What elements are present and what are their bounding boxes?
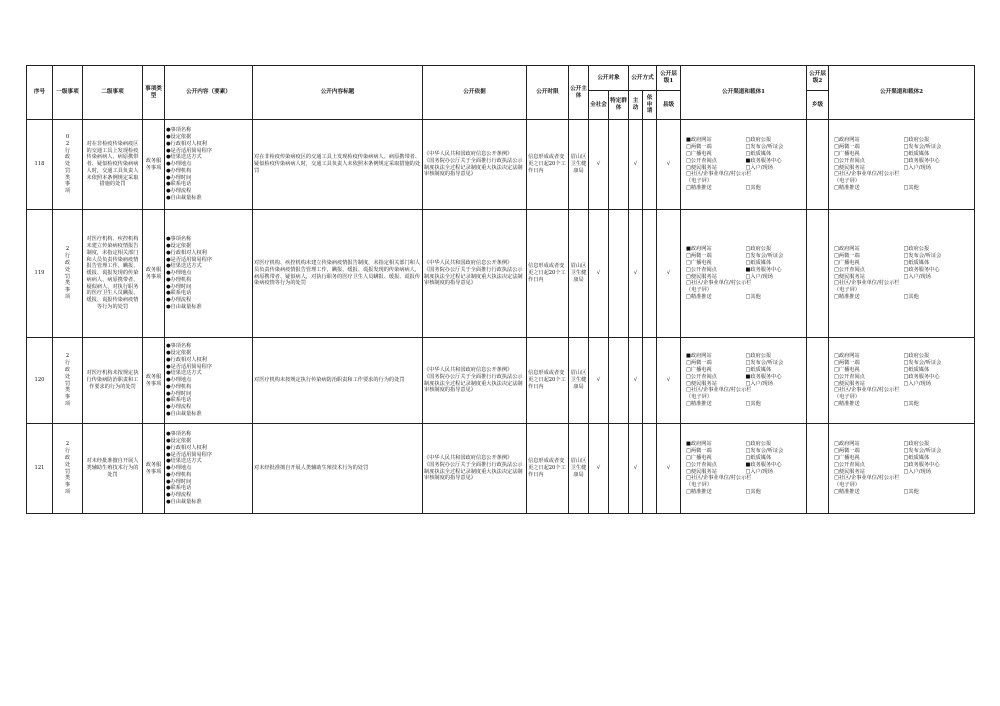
channel-item: □入户/现场 [745, 164, 773, 171]
channel-item: □入户/现场 [745, 380, 773, 387]
header-target: 公开对象 [589, 66, 629, 91]
cell-channel1 [681, 210, 807, 338]
cell-content [165, 338, 253, 424]
cell-target-all: √ [589, 338, 609, 424]
content-item: ●办理流程 [166, 297, 192, 304]
table-row [27, 424, 975, 514]
channel-item: （电子屏） [686, 287, 712, 294]
channel-item: □精准推送 [686, 400, 712, 407]
content-item: ●行政相对人权利 [166, 444, 207, 451]
channel-item: □广播电视 [834, 150, 860, 157]
cell-channel1 [681, 338, 807, 424]
content-item: ●自由裁量标准 [166, 499, 202, 506]
channel1-list [682, 441, 805, 495]
channel-item: □入户/现场 [903, 468, 931, 475]
channel-item: □其他 [745, 184, 761, 191]
cell-basis: 《中华人民共和国政府信息公开条例》 《国务院办公厅关于全面推行行政执法公示制度执法全过程记录制度重大执法决定法制审核制度的指导意见》 [423, 210, 527, 338]
channel-item: □公开查阅点 [686, 266, 717, 273]
cell-seq: 118 [27, 120, 53, 210]
channel-item: □政府公报 [903, 246, 930, 253]
channel-item: □社区/企事业单位/村公示栏 [686, 475, 752, 482]
channel2-list [830, 137, 973, 191]
cell-level1: 2 行 政 处 罚 类 事 项 [53, 210, 83, 338]
channel-item: □纸质媒体 [745, 454, 772, 461]
cell-level2: 对在非检疫传染病疫区的交通工具上发现检疫传染病病人、病原携带者、疑似检疫传染病病人时，交通工具负责人未依照本条例规定采取措施的处罚 [83, 120, 143, 210]
content-item: ●自由裁量标准 [166, 195, 202, 202]
cell-time: 信息形成或者变更之日起20个工作日内 [527, 120, 569, 210]
channel-item: □公开查阅点 [686, 373, 717, 380]
channel-item: ■政府网站 [686, 137, 712, 144]
channel-item: □两微一端 [834, 360, 860, 367]
channel-item: □社区/企事业单位/村公示栏 [834, 171, 900, 178]
cell-level-a: √ [657, 424, 681, 514]
channel-item: □精准推送 [834, 488, 860, 495]
cell-standard: 对在非检疫传染病疫区的交通工具上发现检疫传染病病人、病原携带者、疑似检疫传染病病人时，交通工具负责人未依照本条例规定采取措施的处罚 [253, 120, 423, 210]
channel-item: □便民服务站 [686, 468, 717, 475]
channel-item: □公开查阅点 [834, 373, 865, 380]
channel-item: □发布会/听证会 [903, 448, 942, 455]
header-level-b: 公开层级2 [807, 66, 829, 91]
channel-item: □广播电视 [834, 454, 860, 461]
channel-item: □纸质媒体 [745, 150, 772, 157]
channel2-list [830, 246, 973, 300]
channel-item: □其他 [745, 293, 761, 300]
cell-target-all: √ [589, 424, 609, 514]
channel-item: □公开查阅点 [686, 461, 717, 468]
cell-standard: 对医疗机构未按规定执行传染病防治职责和工作要求的行为的处罚 [253, 338, 423, 424]
channel-item: □精准推送 [686, 488, 712, 495]
content-list [166, 343, 251, 418]
channel-item: ■政务服务中心 [745, 266, 782, 273]
cell-channel1 [681, 120, 807, 210]
content-item: ●事项名称 [166, 236, 192, 243]
header-content: 公开内容（要素） [165, 66, 253, 120]
channel-item: □两微一端 [834, 253, 860, 260]
channel-item: □发布会/听证会 [745, 360, 784, 367]
content-item: ●设定依据 [166, 437, 192, 444]
content-item: ●联系电话 [166, 181, 192, 188]
cell-type: 政务服务事项 [143, 338, 165, 424]
channel2-list [830, 441, 973, 495]
cell-time: 信息形成或者变更之日起20个工作日内 [527, 338, 569, 424]
header-time: 公开时限 [527, 66, 569, 120]
header-level-a: 公开层级1 [657, 66, 681, 91]
content-item: ●是否适用简易程序 [166, 147, 213, 154]
cell-method-active: √ [629, 120, 643, 210]
header-channel2: 公开渠道和载体2 [829, 66, 975, 120]
cell-time: 信息形成或者变更之日起20个工作日内 [527, 210, 569, 338]
content-list [166, 127, 251, 202]
header-level2: 二级事项 [83, 66, 143, 120]
channel-item: □其他 [745, 400, 761, 407]
channel-item: （电子屏） [834, 178, 860, 185]
channel-item: □便民服务站 [834, 164, 865, 171]
channel-item: □政务服务中心 [903, 266, 940, 273]
channel-item: □纸质媒体 [903, 366, 930, 373]
cell-level2: 对医疗机构未按规定执行传染病防治职责和工作要求的行为的处罚 [83, 338, 143, 424]
content-item: ●是否适用简易程序 [166, 451, 213, 458]
channel-item: □发布会/听证会 [745, 253, 784, 260]
header-target-specific: 特定群体 [609, 91, 629, 120]
content-item: ●行政相对人权利 [166, 356, 207, 363]
cell-method-active: √ [629, 338, 643, 424]
header-standard: 公开内容标题 [253, 66, 423, 120]
channel-item: □精准推送 [686, 293, 712, 300]
cell-target-all: √ [589, 120, 609, 210]
channel-item: □精准推送 [834, 400, 860, 407]
cell-channel2 [829, 424, 975, 514]
channel-item: □便民服务站 [686, 164, 717, 171]
channel1-list [682, 353, 805, 407]
channel-item: □纸质媒体 [903, 454, 930, 461]
channel-item: □纸质媒体 [745, 366, 772, 373]
channel-item: ■政府网站 [686, 353, 712, 360]
channel-item: ■政务服务中心 [745, 373, 782, 380]
channel-item: □其他 [903, 293, 919, 300]
cell-subject: 眉山区卫生健康局 [569, 210, 589, 338]
content-item: ●行政相对人权利 [166, 140, 207, 147]
channel-item: ■政务服务中心 [745, 157, 782, 164]
channel-item: □两微一端 [686, 144, 712, 151]
content-item: ●办理机构 [166, 167, 192, 174]
content-item: ●结果送达方式 [166, 370, 202, 377]
channel-item: □政府网站 [834, 353, 860, 360]
channel-item: □广播电视 [686, 150, 712, 157]
cell-content [165, 424, 253, 514]
cell-channel2 [829, 210, 975, 338]
channel-item: □政府公报 [903, 353, 930, 360]
cell-seq: 121 [27, 424, 53, 514]
table-body [27, 120, 975, 514]
content-item: ●办理机构 [166, 276, 192, 283]
content-item: ●办理机构 [166, 471, 192, 478]
cell-target-specific [609, 338, 629, 424]
cell-level2: 对未经批准擅自开展人类辅助生殖技术行为的处罚 [83, 424, 143, 514]
content-item: ●结果送达方式 [166, 154, 202, 161]
channel2-list [830, 353, 973, 407]
content-item: ●办理机构 [166, 383, 192, 390]
channel-item: □入户/现场 [745, 273, 773, 280]
channel-item: □便民服务站 [686, 380, 717, 387]
content-item: ●办理时间 [166, 390, 192, 397]
channel-item: □政务服务中心 [903, 373, 940, 380]
content-list [166, 236, 251, 311]
content-item: ●办理流程 [166, 188, 192, 195]
channel-item: □其他 [903, 184, 919, 191]
cell-level-a: √ [657, 210, 681, 338]
cell-method-apply [643, 424, 657, 514]
channel-item: □两微一端 [834, 144, 860, 151]
channel-item: □纸质媒体 [903, 150, 930, 157]
cell-method-active: √ [629, 424, 643, 514]
channel-item: □发布会/听证会 [903, 144, 942, 151]
channel-item: ■政务服务中心 [745, 461, 782, 468]
cell-subject: 眉山区卫生健康局 [569, 120, 589, 210]
content-item: ●事项名称 [166, 343, 192, 350]
channel-item: □纸质媒体 [903, 259, 930, 266]
cell-method-active: √ [629, 210, 643, 338]
header-seq: 序号 [27, 66, 53, 120]
content-item: ●办理地点 [166, 377, 192, 384]
channel-item: （电子屏） [686, 482, 712, 489]
channel-item: □政府公报 [745, 441, 772, 448]
content-item: ●行政相对人权利 [166, 249, 207, 256]
header-method-active: 主动 [629, 91, 643, 120]
channel-item: □发布会/听证会 [903, 360, 942, 367]
channel-item: □入户/现场 [903, 164, 931, 171]
channel-item: □广播电视 [834, 259, 860, 266]
channel-item: □其他 [745, 488, 761, 495]
cell-seq: 119 [27, 210, 53, 338]
channel1-list [682, 246, 805, 300]
header-level1: 一级事项 [53, 66, 83, 120]
cell-level-b [807, 338, 829, 424]
content-item: ●办理流程 [166, 492, 192, 499]
content-item: ●设定依据 [166, 242, 192, 249]
channel1-list [682, 137, 805, 191]
channel-item: □两微一端 [834, 448, 860, 455]
header-channel1: 公开渠道和载体1 [681, 66, 807, 120]
content-item: ●是否适用简易程序 [166, 256, 213, 263]
channel-item: □精准推送 [834, 293, 860, 300]
channel-item: □公开查阅点 [834, 157, 865, 164]
table-row [27, 120, 975, 210]
header-method: 公开方式 [629, 66, 657, 91]
content-item: ●联系电话 [166, 290, 192, 297]
content-item: ●办理流程 [166, 404, 192, 411]
channel-item: □公开查阅点 [834, 461, 865, 468]
cell-basis: 《中华人民共和国政府信息公开条例》 《国务院办公厅关于全面推行行政执法公示制度执法全过程记录制度重大执法决定法制审核制度的指导意见》 [423, 338, 527, 424]
channel-item: □入户/现场 [903, 273, 931, 280]
cell-type: 政务服务事项 [143, 210, 165, 338]
channel-item: □广播电视 [686, 366, 712, 373]
header-subject: 公开主体 [569, 66, 589, 120]
channel-item: □社区/企事业单位/村公示栏 [686, 387, 752, 394]
cell-time: 信息形成或者变更之日起20个工作日内 [527, 424, 569, 514]
cell-target-specific [609, 210, 629, 338]
cell-standard: 对未经批准擅自开展人类辅助生殖技术行为的处罚 [253, 424, 423, 514]
channel-item: □公开查阅点 [686, 157, 717, 164]
cell-level-a: √ [657, 338, 681, 424]
content-item: ●联系电话 [166, 485, 192, 492]
channel-item: □政务服务中心 [903, 461, 940, 468]
content-item: ●事项名称 [166, 127, 192, 134]
channel-item: □社区/企事业单位/村公示栏 [686, 280, 752, 287]
cell-channel2 [829, 120, 975, 210]
channel-item: □政府公报 [745, 137, 772, 144]
cell-level-a: √ [657, 120, 681, 210]
channel-item: ■政府网站 [686, 441, 712, 448]
cell-channel1 [681, 424, 807, 514]
channel-item: □政府网站 [834, 246, 860, 253]
channel-item: □入户/现场 [745, 468, 773, 475]
channel-item: □发布会/听证会 [745, 144, 784, 151]
channel-item: □入户/现场 [903, 380, 931, 387]
header-level-a-sub: 县级 [657, 91, 681, 120]
cell-basis: 《中华人民共和国政府信息公开条例》 《国务院办公厅关于全面推行行政执法公示制度执法全过程记录制度重大执法决定法制审核制度的指导意见》 [423, 424, 527, 514]
cell-subject: 眉山区卫生健康局 [569, 424, 589, 514]
content-item: ●事项名称 [166, 431, 192, 438]
cell-seq: 120 [27, 338, 53, 424]
channel-item: □政府公报 [903, 441, 930, 448]
channel-item: □精准推送 [834, 184, 860, 191]
cell-level2: 对医疗机构、疾控机构未建立传染病疫情报告制度，未指定相关部门和人员负责传染病疫情报告管理工作，瞒报、缓报、谎报发现的传染病病人、病原携带者、疑似病人，对执行职务的医疗卫生人员瞒报、缓报、谎报传染病疫情等行为的处罚 [83, 210, 143, 338]
channel-item: □其他 [903, 488, 919, 495]
content-item: ●结果送达方式 [166, 458, 202, 465]
channel-item: □政府网站 [834, 441, 860, 448]
content-item: ●办理时间 [166, 478, 192, 485]
cell-method-apply [643, 210, 657, 338]
channel-item: □便民服务站 [834, 468, 865, 475]
cell-type: 政务服务事项 [143, 120, 165, 210]
channel-item: □便民服务站 [834, 273, 865, 280]
channel-item: □社区/企事业单位/村公示栏 [686, 171, 752, 178]
channel-item: （电子屏） [834, 482, 860, 489]
cell-type: 政务服务事项 [143, 424, 165, 514]
cell-basis: 《中华人民共和国政府信息公开条例》 《国务院办公厅关于全面推行行政执法公示制度执法全过程记录制度重大执法决定法制审核制度的指导意见》 [423, 120, 527, 210]
channel-item: □政府网站 [834, 137, 860, 144]
header-basis: 公开依据 [423, 66, 527, 120]
cell-target-specific [609, 424, 629, 514]
content-list [166, 431, 251, 506]
cell-level-b [807, 210, 829, 338]
content-item: ●自由裁量标准 [166, 411, 202, 418]
channel-item: （电子屏） [834, 394, 860, 401]
cell-subject: 眉山区卫生健康局 [569, 338, 589, 424]
channel-item: □发布会/听证会 [745, 448, 784, 455]
channel-item: （电子屏） [686, 394, 712, 401]
cell-content [165, 210, 253, 338]
channel-item: □发布会/听证会 [903, 253, 942, 260]
channel-item: □广播电视 [686, 454, 712, 461]
channel-item: □政府公报 [903, 137, 930, 144]
channel-item: □广播电视 [834, 366, 860, 373]
cell-level-b [807, 120, 829, 210]
cell-method-apply [643, 120, 657, 210]
table-row [27, 210, 975, 338]
channel-item: □精准推送 [686, 184, 712, 191]
content-item: ●办理地点 [166, 465, 192, 472]
header-method-apply: 依申请 [643, 91, 657, 120]
channel-item: □政府公报 [745, 246, 772, 253]
channel-item: □社区/企事业单位/村公示栏 [834, 475, 900, 482]
content-item: ●设定依据 [166, 133, 192, 140]
channel-item: □政务服务中心 [903, 157, 940, 164]
cell-channel2 [829, 338, 975, 424]
channel-item: □公开查阅点 [834, 266, 865, 273]
channel-item: □两微一端 [686, 360, 712, 367]
cell-target-all: √ [589, 210, 609, 338]
cell-target-specific [609, 120, 629, 210]
content-item: ●联系电话 [166, 397, 192, 404]
header-level-b-sub: 乡级 [807, 91, 829, 120]
cell-level1: 0 2 行 政 处 罚 类 事 项 [53, 120, 83, 210]
table-row [27, 338, 975, 424]
content-item: ●设定依据 [166, 349, 192, 356]
cell-level1: 2 行 政 处 罚 类 事 项 [53, 424, 83, 514]
content-item: ●自由裁量标准 [166, 304, 202, 311]
cell-level-b [807, 424, 829, 514]
channel-item: □两微一端 [686, 448, 712, 455]
channel-item: （电子屏） [686, 178, 712, 185]
channel-item: □纸质媒体 [745, 259, 772, 266]
channel-item: □广播电视 [686, 259, 712, 266]
channel-item: □便民服务站 [834, 380, 865, 387]
channel-item: □两微一端 [686, 253, 712, 260]
header-target-all: 全社会 [589, 91, 609, 120]
content-item: ●是否适用简易程序 [166, 363, 213, 370]
channel-item: □社区/企事业单位/村公示栏 [834, 280, 900, 287]
channel-item: □政府公报 [745, 353, 772, 360]
channel-item: □社区/企事业单位/村公示栏 [834, 387, 900, 394]
cell-method-apply [643, 338, 657, 424]
channel-item: （电子屏） [834, 287, 860, 294]
channel-item: ■政府网站 [686, 246, 712, 253]
cell-standard: 对医疗机构、疾控机构未建立传染病疫情报告制度，未指定相关部门和人员负责传染病疫情报告管理工作，瞒报、缓报、谎报发现的传染病病人，病原携带者、疑似病人，对执行职务的医疗卫生人员瞒报、缓报、谎报传染病疫情等行为的处罚 [253, 210, 423, 338]
header-type: 事项类型 [143, 66, 165, 120]
content-item: ●办理时间 [166, 283, 192, 290]
content-item: ●办理地点 [166, 161, 192, 168]
cell-level1: 2 行 政 处 罚 类 事 项 [53, 338, 83, 424]
content-item: ●办理时间 [166, 174, 192, 181]
disclosure-table [26, 65, 975, 514]
content-item: ●结果送达方式 [166, 263, 202, 270]
channel-item: □其他 [903, 400, 919, 407]
cell-content [165, 120, 253, 210]
content-item: ●办理地点 [166, 270, 192, 277]
channel-item: □便民服务站 [686, 273, 717, 280]
